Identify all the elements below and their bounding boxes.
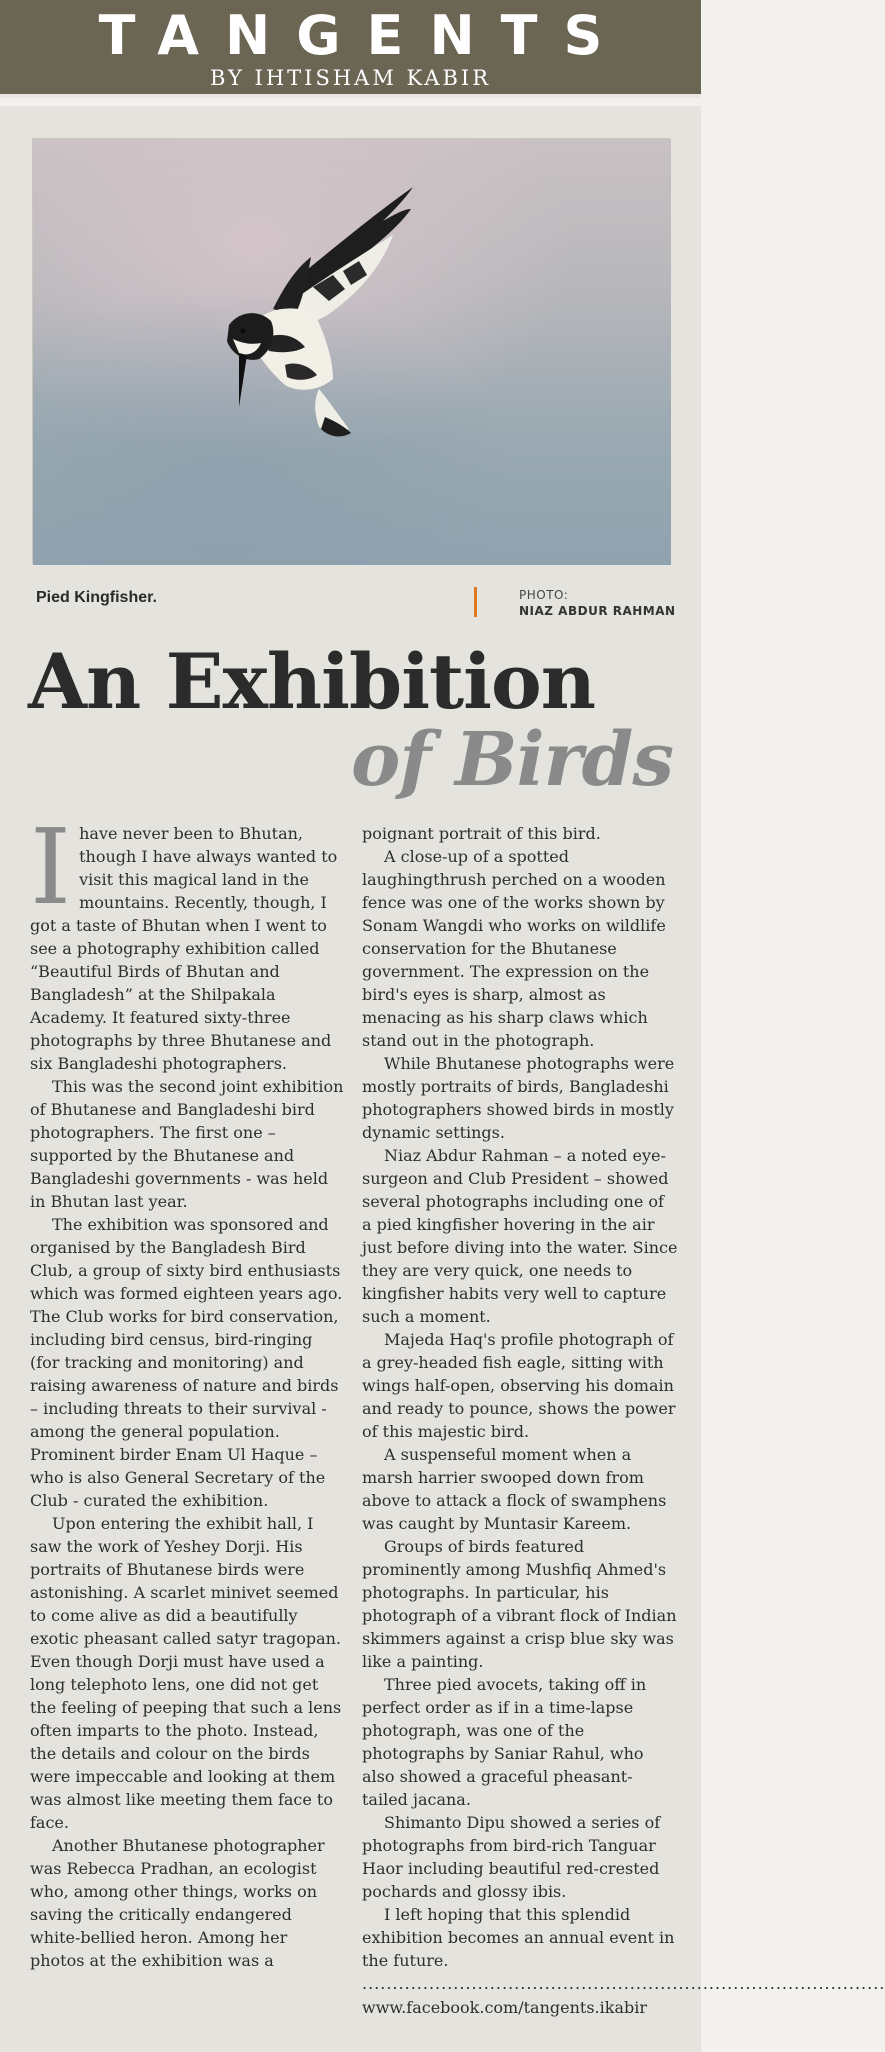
- paragraph: A close-up of a spotted laughingthrush perched on a wooden fence was one of the works shown by Sonam Wangdi who works on wildlife conservation for the Bhutanese government. The expression on the bird's eyes is sharp, almost as menacing as his sharp claws which stand out in the photograph.: [362, 847, 666, 1050]
- paragraph-text: have never been to Bhutan, though I have always wanted to visit this magical land in the mountains. Recently, though, I got a taste of Bhutan when I went to see a photography exhibition called “Beautiful Birds of Bhutan and Bangladesh” at the Shilpakala Academy. It featured sixty-three photographs by three Bhutanese and six Bangladeshi photographers.: [30, 824, 338, 1073]
- paragraph: This was the second joint exhibition of Bhutanese and Bangladeshi bird photographers. The first one – supported by the Bhutanese and Bangladeshi governments - was held in Bhutan last year.: [30, 1077, 344, 1211]
- paragraph: A suspenseful moment when a marsh harrier swooped down from above to attack a flock of swamphens was caught by Muntasir Kareem.: [362, 1445, 667, 1533]
- masthead-byline: BY IHTISHAM KABIR: [209, 66, 492, 90]
- article-column-right: [362, 822, 885, 2019]
- paragraph: poignant portrait of this bird.: [362, 824, 601, 843]
- paragraph: While Bhutanese photographs were mostly portraits of birds, Bangladeshi photographers showed birds in mostly dynamic settings.: [362, 1054, 675, 1142]
- paragraph: Upon entering the exhibit hall, I saw the work of Yeshey Dorji. His portraits of Bhutanese birds were astonishing. A scarlet minivet seemed to come alive as did a beautifully exotic pheasant called satyr tragopan. Even though Dorji must have used a long telephoto lens, one did not get the feeling of peeping that such a lens often imparts to the photo. Instead, the details and colour on the birds were impeccable and looking at them was almost like meeting them face to face.: [30, 1514, 342, 1832]
- photo-caption: Pied Kingfisher.: [36, 589, 157, 606]
- paragraph: Groups of birds featured prominently among Mushfiq Ahmed's photographs. In particular, his photograph of a vibrant flock of Indian skimmers against a crisp blue sky was like a painting.: [362, 1537, 677, 1671]
- photo-credit-label: PHOTO:: [519, 588, 569, 602]
- paragraph: I left hoping that this splendid exhibition becomes an annual event in the future.: [362, 1905, 675, 1970]
- paragraph: [30, 806, 346, 1075]
- credit-accent-bar: [474, 587, 477, 617]
- paragraph: Niaz Abdur Rahman – a noted eye-surgeon and Club President – showed several photographs including one of a pied kingfisher hovering in the air just before diving into the water. Since they are very quick, one needs to kingfisher habits very well to capture such a moment.: [362, 1146, 678, 1326]
- article-card: [0, 106, 885, 2046]
- kingfisher-illustration: [33, 139, 671, 565]
- article-column-left: [30, 806, 346, 1972]
- paragraph: Another Bhutanese photographer was Rebecca Pradhan, an ecologist who, among other things, works on saving the critically endangered white-bellied heron. Among her photos at the exhibition was a: [30, 1836, 325, 1970]
- drop-cap: I: [30, 806, 72, 928]
- masthead: [0, 0, 701, 98]
- paragraph: Majeda Haq's profile photograph of a grey-headed fish eagle, sitting with wings half-open, observing his domain and ready to pounce, shows the power of this majestic bird.: [362, 1330, 676, 1441]
- headline-line-1: An Exhibition: [28, 637, 595, 726]
- masthead-title: TANGENTS: [98, 4, 629, 67]
- paragraph: Shimanto Dipu showed a series of photographs from bird-rich Tanguar Haor including beautiful red-crested pochards and glossy ibis.: [362, 1813, 661, 1901]
- photo-credit-name: NIAZ ABDUR RAHMAN: [519, 604, 676, 618]
- paragraph: The exhibition was sponsored and organised by the Bangladesh Bird Club, a group of sixty bird enthusiasts which was formed eighteen years ago. The Club works for bird conservation, including bird census, bird-ringing (for tracking and monitoring) and raising awareness of nature and birds – including threats to their survival - among the general population. Prominent birder Enam Ul Haque – who is also General Secretary of the Club - curated the exhibition.: [30, 1215, 343, 1510]
- bottom-border: [0, 2046, 701, 2052]
- paragraph: Three pied avocets, taking off in perfect order as if in a time-lapse photograph, was one of the photographs by Saniar Rahul, who also showed a graceful pheasant-tailed jacana.: [362, 1675, 647, 1809]
- kingfisher-photo: [32, 138, 670, 564]
- dotted-separator: ......................................................................................: [362, 1974, 885, 1993]
- facebook-link[interactable]: www.facebook.com/tangents.ikabir: [362, 1998, 647, 2017]
- headline-line-2: of Birds: [350, 717, 673, 803]
